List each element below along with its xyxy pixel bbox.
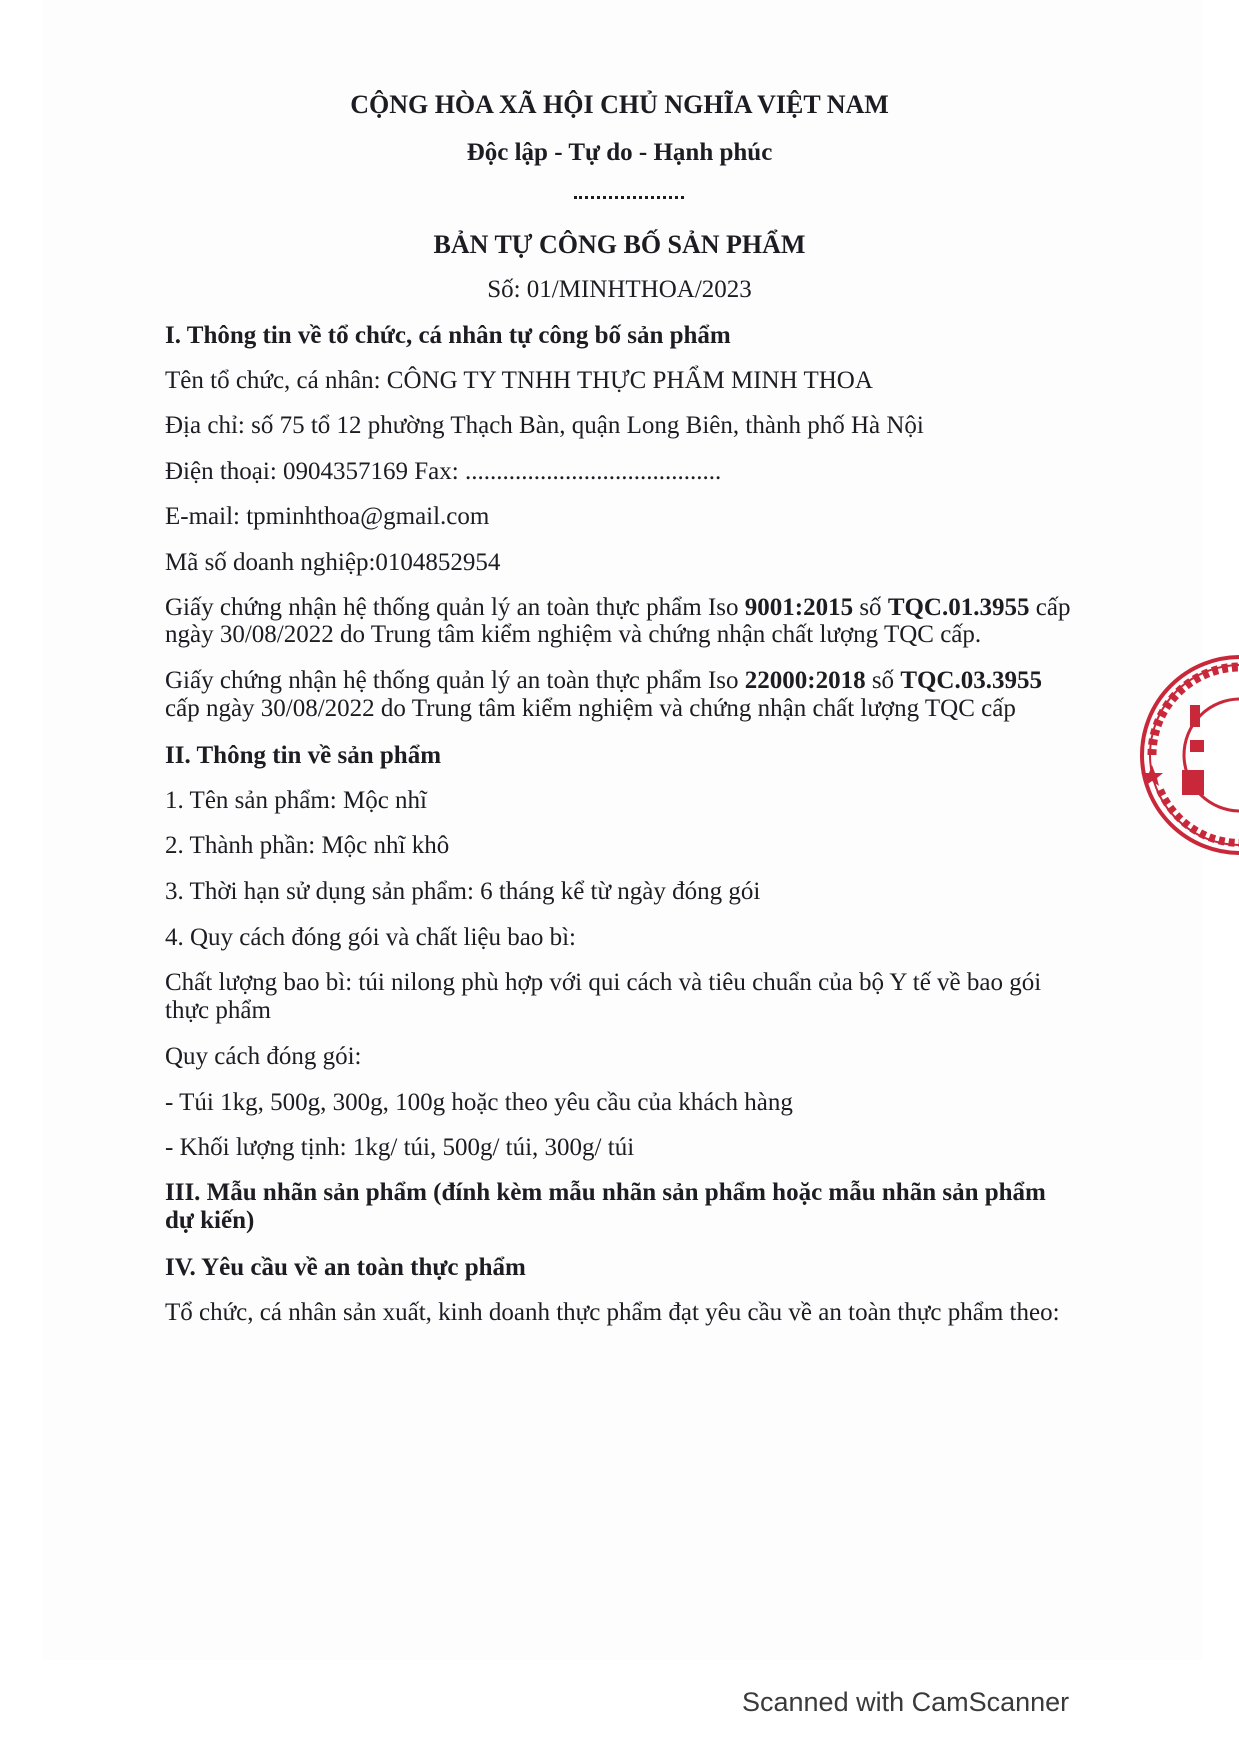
- iso-9001-cert-line-1: Giấy chứng nhận hệ thống quản lý an toàn thực phẩm Iso 9001:2015 số TQC.01.3955 cấp: [165, 594, 1071, 621]
- bag-sizes: - Túi 1kg, 500g, 300g, 100g hoặc theo yêu cầu của khách hàng: [165, 1089, 793, 1116]
- national-motto: Độc lập - Tự do - Hạnh phúc: [466, 139, 773, 166]
- section-2-heading: II. Thông tin về sản phẩm: [165, 742, 442, 769]
- document-title: BẢN TỰ CÔNG BỐ SẢN PHẨM: [433, 230, 806, 259]
- camscanner-watermark: Scanned with CamScanner: [742, 1687, 1070, 1717]
- section-1-heading: I. Thông tin về tổ chức, cá nhân tự công bố sản phẩm: [165, 322, 731, 349]
- org-email: E-mail: tpminhthoa@gmail.com: [165, 503, 490, 530]
- org-address: Địa chỉ: số 75 tổ 12 phường Thạch Bàn, quận Long Biên, thành phố Hà Nội: [165, 412, 924, 439]
- product-shelf-life: 3. Thời hạn sử dụng sản phẩm: 6 tháng kể từ ngày đóng gói: [165, 878, 761, 905]
- section-3-heading-line-1: III. Mẫu nhãn sản phẩm (đính kèm mẫu nhãn sản phẩm hoặc mẫu nhãn sản phẩm: [165, 1179, 1046, 1206]
- packaging-heading: 4. Quy cách đóng gói và chất liệu bao bì:: [165, 924, 576, 951]
- product-name: 1. Tên sản phẩm: Mộc nhĩ: [165, 787, 427, 814]
- seal-icon: [1130, 655, 1239, 860]
- tax-code: Mã số doanh nghiệp:0104852954: [165, 549, 501, 576]
- packaging-quality-line-1: Chất lượng bao bì: túi nilong phù hợp với qui cách và tiêu chuẩn của bộ Y tế về bao gói: [165, 969, 1042, 996]
- company-seal-stamp: [1130, 655, 1239, 860]
- header-divider: [574, 196, 684, 199]
- country-title: CỘNG HÒA XÃ HỘI CHỦ NGHĨA VIỆT NAM: [350, 90, 889, 119]
- document-number: Số: 01/MINHTHOA/2023: [487, 276, 752, 303]
- net-weight: - Khối lượng tịnh: 1kg/ túi, 500g/ túi, 300g/ túi: [165, 1134, 635, 1161]
- iso-22000-cert-line-1: Giấy chứng nhận hệ thống quản lý an toàn thực phẩm Iso 22000:2018 số TQC.03.3955: [165, 667, 1042, 694]
- org-name: Tên tổ chức, cá nhân: CÔNG TY TNHH THỰC PHẨM MINH THOA: [165, 367, 873, 394]
- iso-22000-cert-line-2: cấp ngày 30/08/2022 do Trung tâm kiểm nghiệm và chứng nhận chất lượng TQC cấp: [165, 695, 1016, 722]
- packaging-quality-line-2: thực phẩm: [165, 997, 271, 1024]
- section-3-heading-line-2: dự kiến): [165, 1207, 255, 1234]
- section-4-text: Tổ chức, cá nhân sản xuất, kinh doanh thực phẩm đạt yêu cầu về an toàn thực phẩm theo:: [165, 1299, 1060, 1326]
- section-4-heading: IV. Yêu cầu về an toàn thực phẩm: [165, 1254, 526, 1281]
- iso-9001-cert-line-2: ngày 30/08/2022 do Trung tâm kiểm nghiệm và chứng nhận chất lượng TQC cấp.: [165, 621, 982, 648]
- product-ingredients: 2. Thành phần: Mộc nhĩ khô: [165, 832, 450, 859]
- org-phone: Điện thoại: 0904357169 Fax: .........................................: [165, 458, 722, 485]
- packing-spec: Quy cách đóng gói:: [165, 1043, 362, 1070]
